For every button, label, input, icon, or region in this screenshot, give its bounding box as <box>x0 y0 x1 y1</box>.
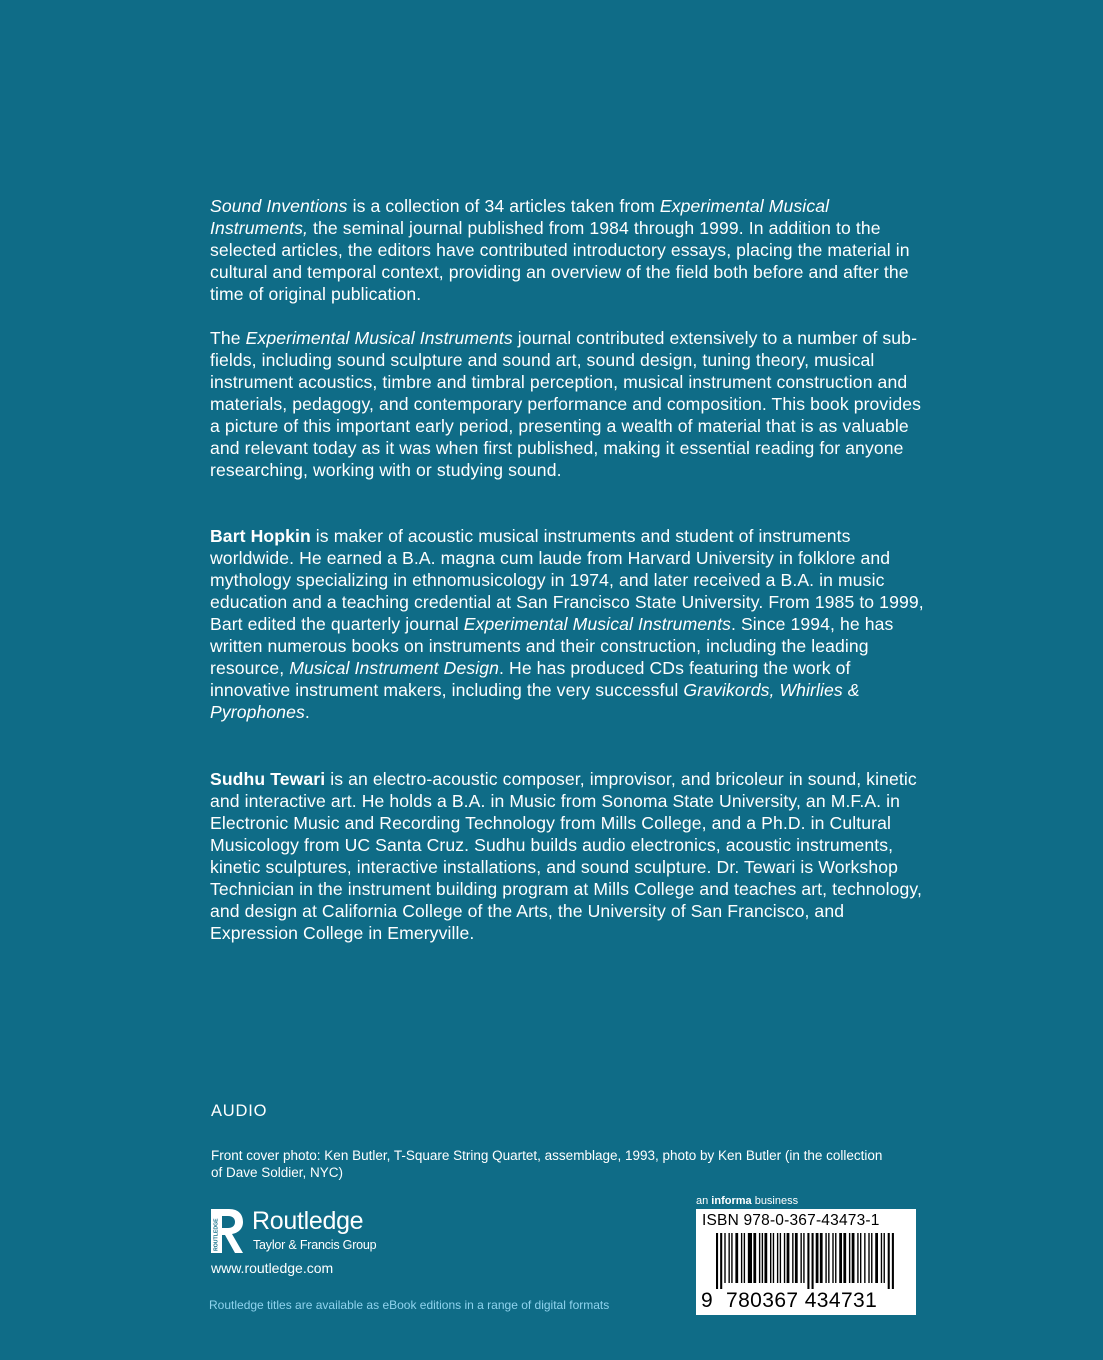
routledge-logo-icon <box>209 1207 245 1255</box>
text-segment: Bart Hopkin <box>210 526 311 546</box>
text-segment: . He has produced CDs featuring the work of innovative instrument makers, including the very successful <box>210 658 851 700</box>
text-segment: Experimental Musical Instruments, <box>210 196 830 238</box>
barcode-bar <box>762 1233 763 1283</box>
description-text-1 <box>210 195 925 305</box>
barcode-bar <box>780 1233 781 1283</box>
text-segment: . <box>304 702 310 722</box>
barcode-bar <box>800 1233 801 1283</box>
barcode-bar <box>860 1233 861 1283</box>
text-segment: Musical Instrument Design <box>289 658 500 678</box>
barcode-bar <box>852 1233 855 1283</box>
isbn-label: ISBN 978-0-367-43473-1 <box>702 1212 880 1229</box>
barcode-bar <box>759 1233 760 1283</box>
text-segment: The <box>210 328 246 348</box>
text-segment: Experimental Musical Instruments <box>245 328 513 348</box>
informa-prefix: an <box>696 1195 712 1207</box>
informa-suffix: business <box>751 1195 799 1207</box>
barcode-bar <box>724 1233 725 1283</box>
text-segment: Gravikords, Whirlies & Pyrophones <box>210 680 860 722</box>
informa-tagline <box>696 1195 798 1207</box>
barcode-bar <box>753 1233 756 1283</box>
barcode-bar <box>828 1233 829 1283</box>
barcode-bar <box>792 1233 793 1283</box>
barcode-bar <box>777 1233 778 1283</box>
barcode-bar <box>892 1233 894 1289</box>
barcode-bar <box>787 1233 790 1283</box>
barcode-bar <box>871 1233 872 1283</box>
text-segment: Sudhu Tewari <box>210 769 326 789</box>
description-text-2 <box>210 327 925 481</box>
subject-category: AUDIO <box>211 1102 268 1120</box>
barcode-bar <box>857 1233 858 1283</box>
barcode-bar <box>820 1233 823 1283</box>
barcode-bar <box>868 1233 869 1283</box>
text-segment: journal contributed extensively to a number of sub-fields, including sound sculpture and sound art, sound design, tuning theory, musical instrument acoustics, timbre and timbral perception, musical instrument construction and materials, pedagogy, and contemporary performance and composition. This book provides a picture of this important early period, presenting a wealth of material that is as valuable and relevant today as it was when first published, making it essential reading for anyone researching, working with or studying sound. <box>210 328 922 480</box>
informa-brand: informa <box>711 1195 752 1207</box>
text-segment: is an electro-acoustic composer, improvisor, and bricoleur in sound, kinetic and interactive art. He holds a B.A. in Music from Sonoma State University, an M.F.A. in Electronic Music and Recording Technology from Mills College, and a Ph.D. in Cultural Musicology from UC Santa Cruz. Sudhu builds audio electronics, acoustic instruments, kinetic sculptures, interactive installations, and sound sculpture. Dr. Tewari is Workshop Technician in the instrument building program at Mills College and teaches art, technology, and design at California College of the Arts, the University of San Francisco, and Expression College in Emeryville. <box>210 769 922 943</box>
barcode-bar <box>884 1233 885 1283</box>
bio-text-1 <box>210 525 925 723</box>
author-bio-bart-hopkin <box>210 525 925 723</box>
text-segment: . Since 1994, he has written numerous books on instruments and their construction, including the leading resource, <box>210 614 894 678</box>
barcode-bar <box>881 1233 882 1283</box>
barcode-bar <box>849 1233 850 1283</box>
publisher-group: Taylor & Francis Group <box>253 1238 377 1252</box>
text-segment: Sound Inventions <box>210 196 348 216</box>
description-paragraph-2 <box>210 327 925 481</box>
barcode-bar <box>744 1233 745 1283</box>
barcode-bar <box>803 1233 804 1283</box>
barcode-bar <box>864 1233 865 1283</box>
logo-vertical-text: ROUTLEDGE <box>213 1218 220 1251</box>
barcode-bar <box>716 1233 718 1289</box>
barcode-bar <box>720 1233 722 1289</box>
barcode-bar <box>748 1233 752 1283</box>
barcode-bar <box>843 1233 846 1283</box>
barcode-digits: 780367 434731 <box>726 1289 878 1312</box>
barcode-bar <box>807 1233 809 1289</box>
description-paragraph-1 <box>210 195 925 305</box>
barcode-bar <box>731 1233 732 1283</box>
barcode-bar <box>735 1233 738 1283</box>
barcode-bar <box>825 1233 826 1283</box>
ebook-note: Routledge titles are available as eBook editions in a range of digital formats <box>209 1298 610 1312</box>
barcode-bar <box>835 1233 836 1283</box>
barcode-bar <box>764 1233 767 1283</box>
text-segment: Experimental Musical Instruments <box>463 614 731 634</box>
barcode-bar <box>770 1233 771 1283</box>
text-segment: is a collection of 34 articles taken from <box>347 196 660 216</box>
barcode-bar <box>875 1233 878 1283</box>
barcode-bar <box>784 1233 785 1283</box>
barcode-bar <box>741 1233 742 1283</box>
barcode-bar <box>728 1233 729 1283</box>
barcode-bar <box>812 1233 814 1289</box>
barcode-bars <box>716 1233 906 1289</box>
publisher-website-link[interactable]: www.routledge.com <box>211 1260 334 1276</box>
publisher-name: Routledge <box>252 1207 364 1235</box>
author-bio-sudhu-tewari <box>210 768 925 944</box>
barcode-bar <box>888 1233 890 1289</box>
barcode-bar <box>816 1233 819 1283</box>
publisher-logo <box>209 1207 409 1257</box>
barcode-bar <box>773 1233 774 1283</box>
isbn-barcode <box>696 1209 916 1315</box>
barcode-lead-digit: 9 <box>701 1289 713 1312</box>
cover-photo-credit: Front cover photo: Ken Butler, T-Square String Quartet, assemblage, 1993, photo by Ken Butler (in the collection of Dave Soldier, NYC) <box>211 1148 883 1180</box>
barcode-bar <box>795 1233 798 1283</box>
barcode-bar <box>832 1233 833 1283</box>
text-segment: the seminal journal published from 1984 through 1999. In addition to the selected articles, the editors have contributed introductory essays, placing the material in cultural and temporal context, providing an overview of the field both before and after the time of original publication. <box>210 218 910 304</box>
bio-text-2 <box>210 768 925 944</box>
text-segment: is maker of acoustic musical instruments and student of instruments worldwide. He earned a B.A. magna cum laude from Harvard University in folklore and mythology specializing in ethnomusicology in 1974, and later received a B.A. in music education and a teaching credential at San Francisco State University. From 1985 to 1999, Bart edited the quarterly journal <box>210 526 924 634</box>
barcode-bar <box>839 1233 842 1283</box>
